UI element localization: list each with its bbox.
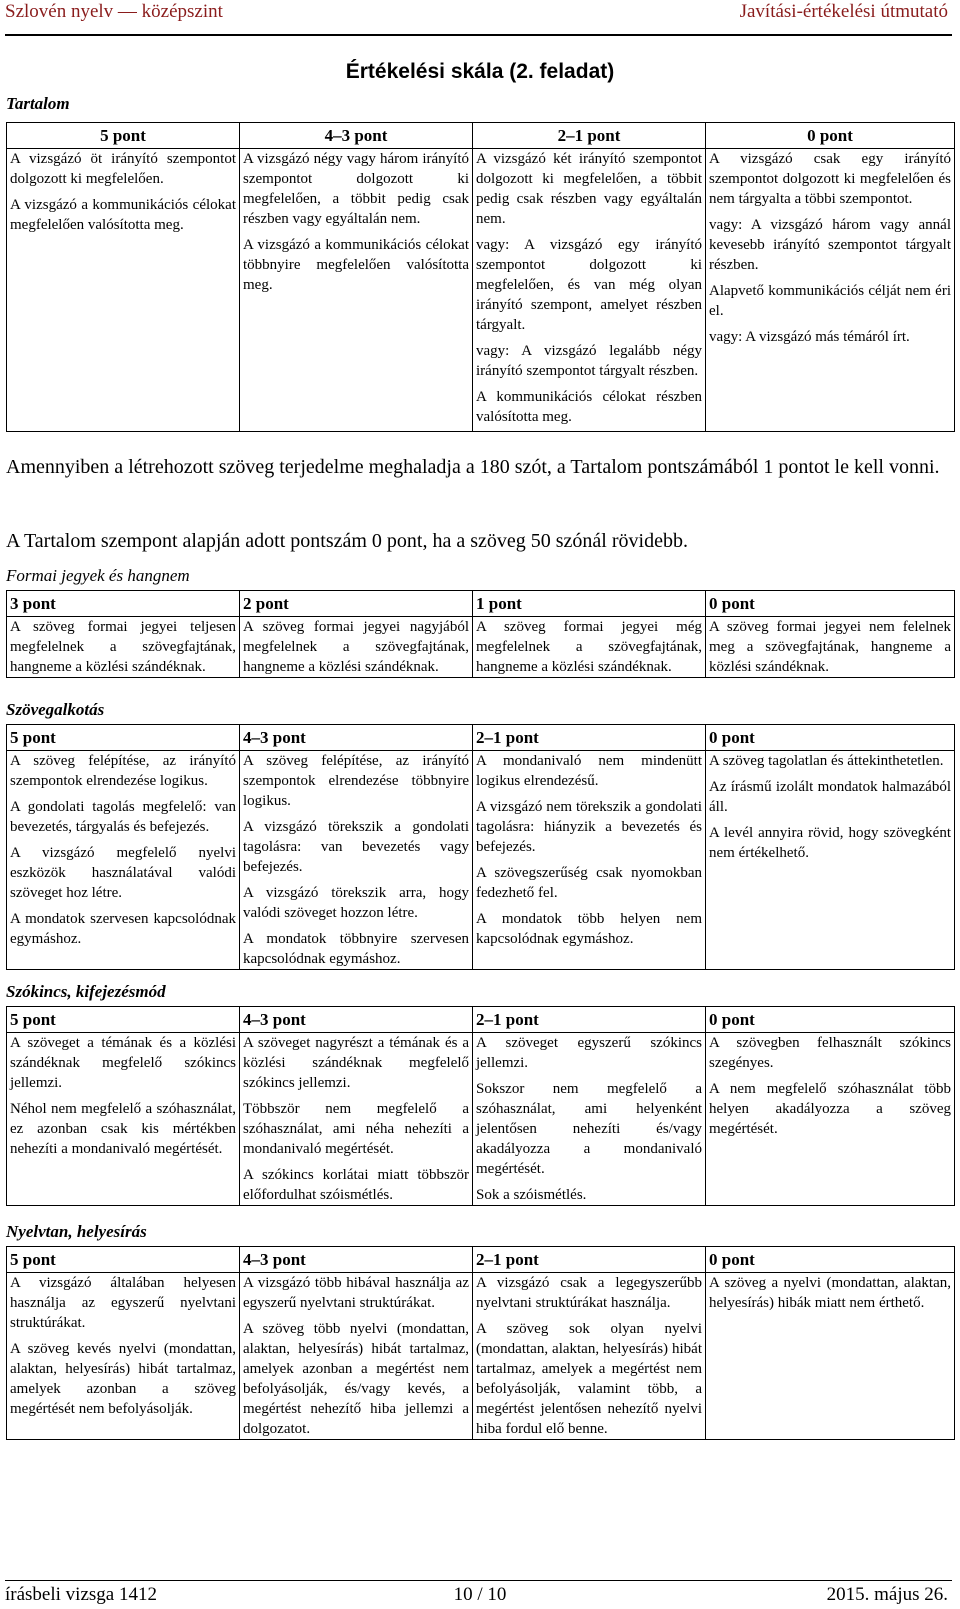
nyelvtan-4-3-text: A szöveg több nyelvi (mondattan, alaktan, helyesírás) hibát tartalmaz, amelyek azonban a megértést nem befolyásolják, és/vagy kevés, a megértést nehezítő hiba jellemzi a dolgozatot. — [243, 1321, 469, 1437]
footer-exam-code: írásbeli vizsga 1412 — [5, 1584, 157, 1605]
nyelvtan-header-4-3: 4–3 pont — [240, 1247, 473, 1273]
nyelvtan-header-0: 0 pont — [706, 1247, 955, 1273]
formai-header-1: 1 pont — [473, 591, 706, 617]
szovegalkotas-2-1-text: A vizsgázó nem törekszik a gondolati tagolásra: hiányzik a bevezetés és befejezés. — [476, 799, 702, 855]
szovegalkotas-5-text: A vizsgázó megfelelő nyelvi eszközök használatával valódi szöveget hoz létre. — [10, 845, 236, 901]
formai-body-row — [7, 617, 955, 678]
szokincs-2-1-text: A szöveget egyszerű szókincs jellemzi. — [476, 1035, 702, 1071]
nyelvtan-cell-4-3 — [240, 1273, 473, 1440]
tartalom-cell-0 — [706, 149, 955, 432]
tartalom-cell-5 — [7, 149, 240, 432]
nyelvtan-5-text: A szöveg kevés nyelvi (mondattan, alaktan, helyesírás) hibát tartalmaz, amelyek azonban a szöveg megértését nem befolyásolják. — [10, 1341, 236, 1417]
szovegalkotas-cell-5 — [7, 751, 240, 970]
footer-page-number: 10 / 10 — [453, 1584, 507, 1605]
szokincs-header-0: 0 pont — [706, 1007, 955, 1033]
nyelvtan-2-1-text: A vizsgázó csak a legegyszerűbb nyelvtani struktúrákat használja. — [476, 1275, 702, 1311]
szokincs-4-3-text: Többször nem megfelelő a szóhasználat, ami néha nehezíti a mondanivaló megértését. — [243, 1101, 469, 1157]
tartalom-2-1-text: A kommunikációs célokat részben valósította meg. — [476, 389, 702, 425]
tartalom-header-row — [7, 123, 955, 149]
tartalom-4-3-text: A vizsgázó négy vagy három irányító szempontot dolgozott ki megfelelően, a többit pedig csak részben vagy egyáltalán nem. — [243, 151, 469, 227]
szokincs-5-text: Néhol nem megfelelő a szóhasználat, ez azonban csak kis mértékben nehezíti a mondanivaló megértését. — [10, 1101, 236, 1157]
nyelvtan-body-row — [7, 1273, 955, 1440]
szokincs-cell-4-3 — [240, 1033, 473, 1206]
szovegalkotas-0-text: A levél annyira rövid, hogy szövegként nem értékelhető. — [709, 825, 951, 861]
page-title: Értékelési skála (2. feladat) — [345, 60, 615, 83]
nyelvtan-header-2-1: 2–1 pont — [473, 1247, 706, 1273]
szovegalkotas-2-1-text: A mondanivaló nem mindenütt logikus elrendezésű. — [476, 753, 702, 789]
formai-header-3: 3 pont — [7, 591, 240, 617]
formai-cell-0: A szöveg formai jegyei nem felelnek meg a szövegfajtának, hangneme a közlési szándéknak. — [706, 617, 955, 678]
tartalom-header-5: 5 pont — [7, 123, 240, 149]
szokincs-cell-2-1 — [473, 1033, 706, 1206]
szokincs-cell-0 — [706, 1033, 955, 1206]
page-header — [0, 0, 960, 40]
szovegalkotas-table — [6, 724, 955, 970]
szovegalkotas-2-1-text: A mondatok több helyen nem kapcsolódnak egymáshoz. — [476, 911, 702, 947]
szovegalkotas-cell-0 — [706, 751, 955, 970]
note-word-limit: Amennyiben a létrehozott szöveg terjedelme meghaladja a 180 szót, a Tartalom pontszámából 1 pontot le kell vonni. — [6, 456, 940, 478]
tartalom-5-text: A vizsgázó öt irányító szempontot dolgozott ki megfelelően. — [10, 151, 236, 187]
section-label-szokincs: Szókincs, kifejezésmód — [6, 982, 166, 1001]
tartalom-header-0: 0 pont — [706, 123, 955, 149]
szovegalkotas-4-3-text: A mondatok többnyire szervesen kapcsolódnak egymáshoz. — [243, 931, 469, 967]
szokincs-header-row — [7, 1007, 955, 1033]
szovegalkotas-header-5: 5 pont — [7, 725, 240, 751]
section-label-tartalom: Tartalom — [6, 94, 70, 113]
tartalom-header-4-3: 4–3 pont — [240, 123, 473, 149]
nyelvtan-2-1-text: A szöveg sok olyan nyelvi (mondattan, alaktan, helyesírás) hibát tartalmaz, amelyek a megértést nem befolyásolják, valamint több, a megértést jelentősen nehezítő nyelvi hiba fordul elő benne. — [476, 1321, 702, 1437]
szovegalkotas-header-row — [7, 725, 955, 751]
nyelvtan-4-3-text: A vizsgázó több hibával használja az egyszerű nyelvtani struktúrákat. — [243, 1275, 469, 1311]
tartalom-4-3-text: A vizsgázó a kommunikációs célokat többnyire megfelelően valósította meg. — [243, 237, 469, 293]
tartalom-0-text: vagy: A vizsgázó más témáról írt. — [709, 329, 910, 345]
section-label-szovegalkotas: Szövegalkotás — [6, 700, 105, 719]
nyelvtan-cell-2-1 — [473, 1273, 706, 1440]
szovegalkotas-4-3-text: A szöveg felépítése, az irányító szempontok elrendezése többnyire logikus. — [243, 753, 469, 809]
tartalom-0-text: A vizsgázó csak egy irányító szempontot dolgozott ki megfelelően és nem tárgyalta a többi szempontot. — [709, 151, 951, 207]
header-guide-title: Javítási-értékelési útmutató — [739, 1, 948, 22]
szokincs-4-3-text: A szókincs korlátai miatt többször előfordulhat szóismétlés. — [243, 1167, 469, 1203]
tartalom-0-text: vagy: A vizsgázó három vagy annál kevesebb irányító szempontot tárgyalt részben. — [709, 217, 951, 273]
tartalom-body-row — [7, 149, 955, 432]
header-rule — [5, 34, 952, 36]
szokincs-header-4-3: 4–3 pont — [240, 1007, 473, 1033]
formai-header-2: 2 pont — [240, 591, 473, 617]
formai-header-row — [7, 591, 955, 617]
tartalom-table — [6, 122, 955, 432]
nyelvtan-cell-5 — [7, 1273, 240, 1440]
header-subject: Szlovén nyelv — középszint — [5, 1, 223, 22]
szokincs-cell-5 — [7, 1033, 240, 1206]
szovegalkotas-cell-4-3 — [240, 751, 473, 970]
formai-cell-1: A szöveg formai jegyei még megfelelnek a szövegfajtának, hangneme a közlési szándéknak. — [473, 617, 706, 678]
szovegalkotas-cell-2-1 — [473, 751, 706, 970]
footer-date: 2015. május 26. — [826, 1584, 948, 1605]
nyelvtan-5-text: A vizsgázó általában helyesen használja az egyszerű nyelvtani struktúrákat. — [10, 1275, 236, 1331]
szovegalkotas-4-3-text: A vizsgázó törekszik arra, hogy valódi szöveget hozzon létre. — [243, 885, 469, 921]
szokincs-2-1-text: Sok a szóismétlés. — [476, 1187, 587, 1203]
szovegalkotas-header-2-1: 2–1 pont — [473, 725, 706, 751]
szovegalkotas-2-1-text: A szövegszerűség csak nyomokban fedezhető fel. — [476, 865, 702, 901]
tartalom-0-text: Alapvető kommunikációs célját nem éri el. — [709, 283, 951, 319]
szokincs-0-text: A szövegben felhasznált szókincs szegényes. — [709, 1035, 951, 1071]
formai-header-0: 0 pont — [706, 591, 955, 617]
note-min-length: A Tartalom szempont alapján adott pontszám 0 pont, ha a szöveg 50 szónál rövidebb. — [6, 530, 688, 552]
szokincs-header-5: 5 pont — [7, 1007, 240, 1033]
formai-table — [6, 590, 955, 678]
szovegalkotas-5-text: A gondolati tagolás megfelelő: van bevezetés, tárgyalás és befejezés. — [10, 799, 236, 835]
section-label-nyelvtan: Nyelvtan, helyesírás — [6, 1222, 147, 1241]
szovegalkotas-header-0: 0 pont — [706, 725, 955, 751]
formai-cell-3: A szöveg formai jegyei teljesen megfelelnek a szövegfajtának, hangneme a közlési szándéknak. — [7, 617, 240, 678]
nyelvtan-cell-0 — [706, 1273, 955, 1440]
formai-cell-2: A szöveg formai jegyei nagyjából megfelelnek a szövegfajtának, hangneme a közlési szándéknak. — [240, 617, 473, 678]
section-label-formai: Formai jegyek és hangnem — [6, 566, 190, 585]
szovegalkotas-0-text: Az írásmű izolált mondatok halmazából áll. — [709, 779, 951, 815]
szokincs-4-3-text: A szöveget nagyrészt a témának és a közlési szándéknak megfelelő szókincs jellemzi. — [243, 1035, 469, 1091]
szovegalkotas-4-3-text: A vizsgázó törekszik a gondolati tagolásra: van bevezetés vagy befejezés. — [243, 819, 469, 875]
tartalom-cell-4-3 — [240, 149, 473, 432]
szokincs-2-1-text: Sokszor nem megfelelő a szóhasználat, ami helyenként jelentősen nehezíti és/vagy akadályozza a mondanivaló megértését. — [476, 1081, 702, 1177]
nyelvtan-0-text: A szöveg a nyelvi (mondattan, alaktan, helyesírás) hibák miatt nem érthető. — [709, 1275, 951, 1311]
szokincs-5-text: A szöveget a témának és a közlési szándéknak megfelelő szókincs jellemzi. — [10, 1035, 236, 1091]
page-footer — [0, 1580, 960, 1609]
szovegalkotas-body-row — [7, 751, 955, 970]
szokincs-table — [6, 1006, 955, 1206]
tartalom-cell-2-1 — [473, 149, 706, 432]
tartalom-2-1-text: vagy: A vizsgázó egy irányító szempontot dolgozott ki megfelelően, és van még olyan irányító szempont, amelyet részben tárgyalt. — [476, 237, 702, 333]
szovegalkotas-5-text: A mondatok szervesen kapcsolódnak egymáshoz. — [10, 911, 236, 947]
tartalom-5-text: A vizsgázó a kommunikációs célokat megfelelően valósította meg. — [10, 197, 236, 233]
szokincs-header-2-1: 2–1 pont — [473, 1007, 706, 1033]
nyelvtan-table — [6, 1246, 955, 1440]
szokincs-0-text: A nem megfelelő szóhasználat több helyen akadályozza a szöveg megértését. — [709, 1081, 951, 1137]
szokincs-body-row — [7, 1033, 955, 1206]
szovegalkotas-5-text: A szöveg felépítése, az irányító szempontok elrendezése logikus. — [10, 753, 236, 789]
tartalom-2-1-text: A vizsgázó két irányító szempontot dolgozott ki megfelelően, a többit pedig csak részben vagy egyáltalán nem. — [476, 151, 702, 227]
nyelvtan-header-row — [7, 1247, 955, 1273]
szovegalkotas-header-4-3: 4–3 pont — [240, 725, 473, 751]
footer-rule — [5, 1580, 952, 1581]
szovegalkotas-0-text: A szöveg tagolatlan és áttekinthetetlen. — [709, 753, 944, 769]
tartalom-header-2-1: 2–1 pont — [473, 123, 706, 149]
tartalom-2-1-text: vagy: A vizsgázó legalább négy irányító szempontot tárgyalt részben. — [476, 343, 702, 379]
nyelvtan-header-5: 5 pont — [7, 1247, 240, 1273]
